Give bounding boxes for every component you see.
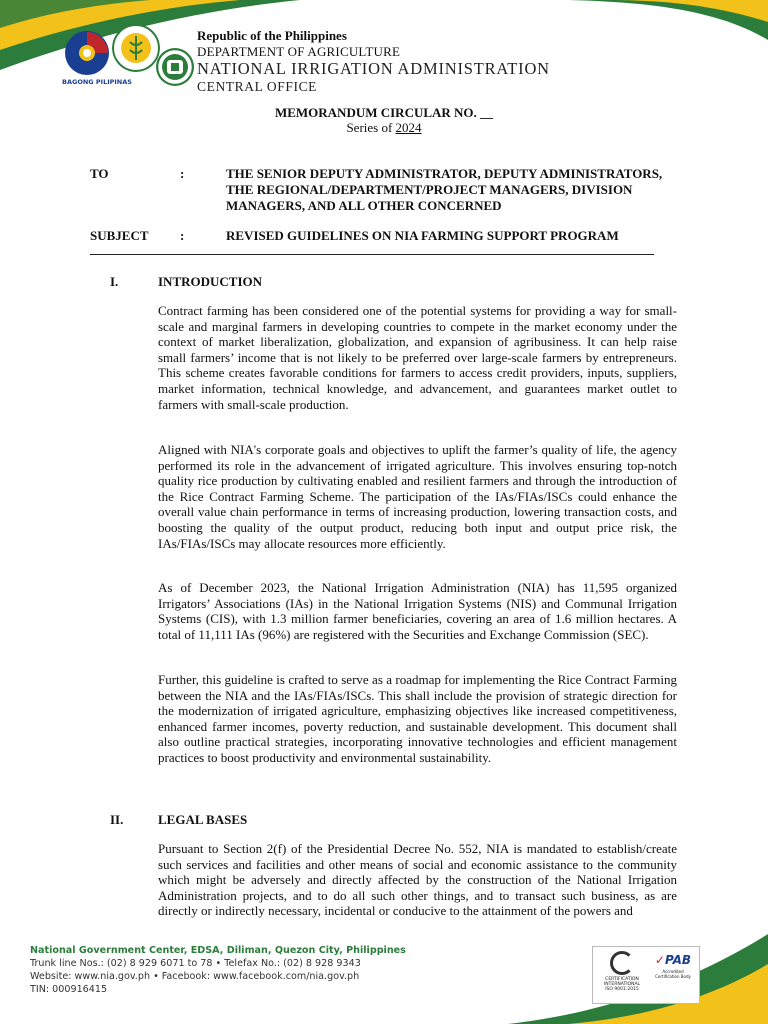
certification-badges [592,946,700,1004]
paragraph: Further, this guideline is crafted to serve as a roadmap for implementing the Rice Contract Farming between the NIA and the IAs/FIAs/ISCs. This shall include the provision of strategic direction for the modernization of irrigated agriculture, emphasizing objectives like increased competitiveness, enhanced farmer incomes, poverty reduction, and sustainable development. This document shall also outline practical strategies, incorporating innovative technologies and efficient management practices to boost productivity and environmental sustainability. [158,672,677,765]
section-number: II. [110,812,124,827]
to-label: TO [90,166,109,181]
nia-logo-icon [156,48,194,86]
pab-mark: PAB [664,953,692,967]
certification-name: CERTIFICATION INTERNATIONAL [603,977,641,987]
paragraph: Aligned with NIA's corporate goals and objectives to uplift the farmer’s quality of life, the agency performed its role in the advancement of irrigated agriculture. This involves ensuring top-notch quality rice production by cultivating enabled and resilient farmers and through the introduction of the Rice Contract Farming Scheme. The participation of the IAs/FIAs/ISCs could enhance the overall value chain performance in terms of increasing production, lowering transaction costs, and boosting the quality of the output product, reducing both input and output price risk, the IAs/FIAs/ISCs may allocate resources more efficiently. [158,442,677,551]
bagong-pilipinas-logo-icon [64,30,110,76]
office-line: CENTRAL OFFICE [197,78,318,94]
certification-standard: ISO 9001:2015 [605,987,639,992]
footer-contact [30,944,406,996]
section-title: INTRODUCTION [158,274,263,289]
seal-caption: BAGONG PILIPINAS [62,78,132,86]
header-divider [90,254,654,255]
subject-colon: : [180,228,185,243]
to-colon: : [180,166,185,181]
paragraph: Pursuant to Section 2(f) of the Presidential Decree No. 552, NIA is mandated to establish/create such services and facilities and other means of social and economic assistance to the community which might be adversely and directly affected by the construction of the National Irrigation Administration projects, and to do all such other things, and to transact such business, as are directly or indirectly necessary, incidental or conducive to the attainment of the powers and [158,841,677,919]
paragraph: Contract farming has been considered one of the potential systems for providing a way for small-scale and marginal farmers in developing countries to compete in the market economy under the context of market liberalization, globalization, and expansion of agribusiness. It can help raise small farmers’ income that is not likely to be preferred over large-scale farmers by entrepreneurs. This scheme creates favorable conditions for farmers to access credit providers, inputs, suppliers, market information, technical knowledge, and advancement, and guarantees market outlet to farmers with small-scale production. [158,303,677,412]
series-prefix: Series of [346,120,396,135]
certification-ring-icon [610,951,634,975]
republic-line: Republic of the Philippines [197,28,347,43]
footer-tin: TIN: 000916415 [30,984,108,995]
footer-website: Website: www.nia.gov.ph • Facebook: www.facebook.com/nia.gov.ph [30,971,360,982]
series-year: 2024 [395,120,422,135]
pab-accreditation-badge [651,951,695,999]
subject-value: REVISED GUIDELINES ON NIA FARMING SUPPORT PROGRAM [226,228,619,243]
accreditation-text: Accredited Certification Body [655,969,691,979]
pab-logo-icon: ✓PAB [654,953,692,967]
memo-series [0,120,768,136]
iso-certification-badge [597,951,647,999]
letterhead-text [197,28,550,95]
footer-address: National Government Center, EDSA, Diliman, Quezon City, Philippines [30,945,406,956]
agency-line: NATIONAL IRRIGATION ADMINISTRATION [197,59,550,79]
footer-phones: Trunk line Nos.: (02) 8 929 6071 to 78 • Telefax No.: (02) 8 928 9343 [30,958,361,969]
memo-number: MEMORANDUM CIRCULAR NO. __ [274,105,494,120]
section-number: I. [110,274,119,289]
to-value: THE SENIOR DEPUTY ADMINISTRATOR, DEPUTY ADMINISTRATORS, THE REGIONAL/DEPARTMENT/PROJECT MANAGERS, DIVISION MANAGERS, AND ALL OTHER CONCERNED [226,166,663,213]
paragraph: As of December 2023, the National Irrigation Administration (NIA) has 11,595 organized Irrigators’ Associations (IAs) in the National Irrigation Systems (NIS) and Communal Irrigation Systems (CIS), with 1.3 million farmer beneficiaries, covering an area of 1.6 million hectares. A total of 11,111 IAs (96%) are registered with the Securities and Exchange Commission (SEC). [158,580,677,642]
department-of-agriculture-seal-icon [112,24,160,72]
department-line: DEPARTMENT OF AGRICULTURE [197,43,401,59]
subject-label: SUBJECT [90,228,149,243]
letterhead [62,22,702,92]
section-title: LEGAL BASES [158,812,248,827]
